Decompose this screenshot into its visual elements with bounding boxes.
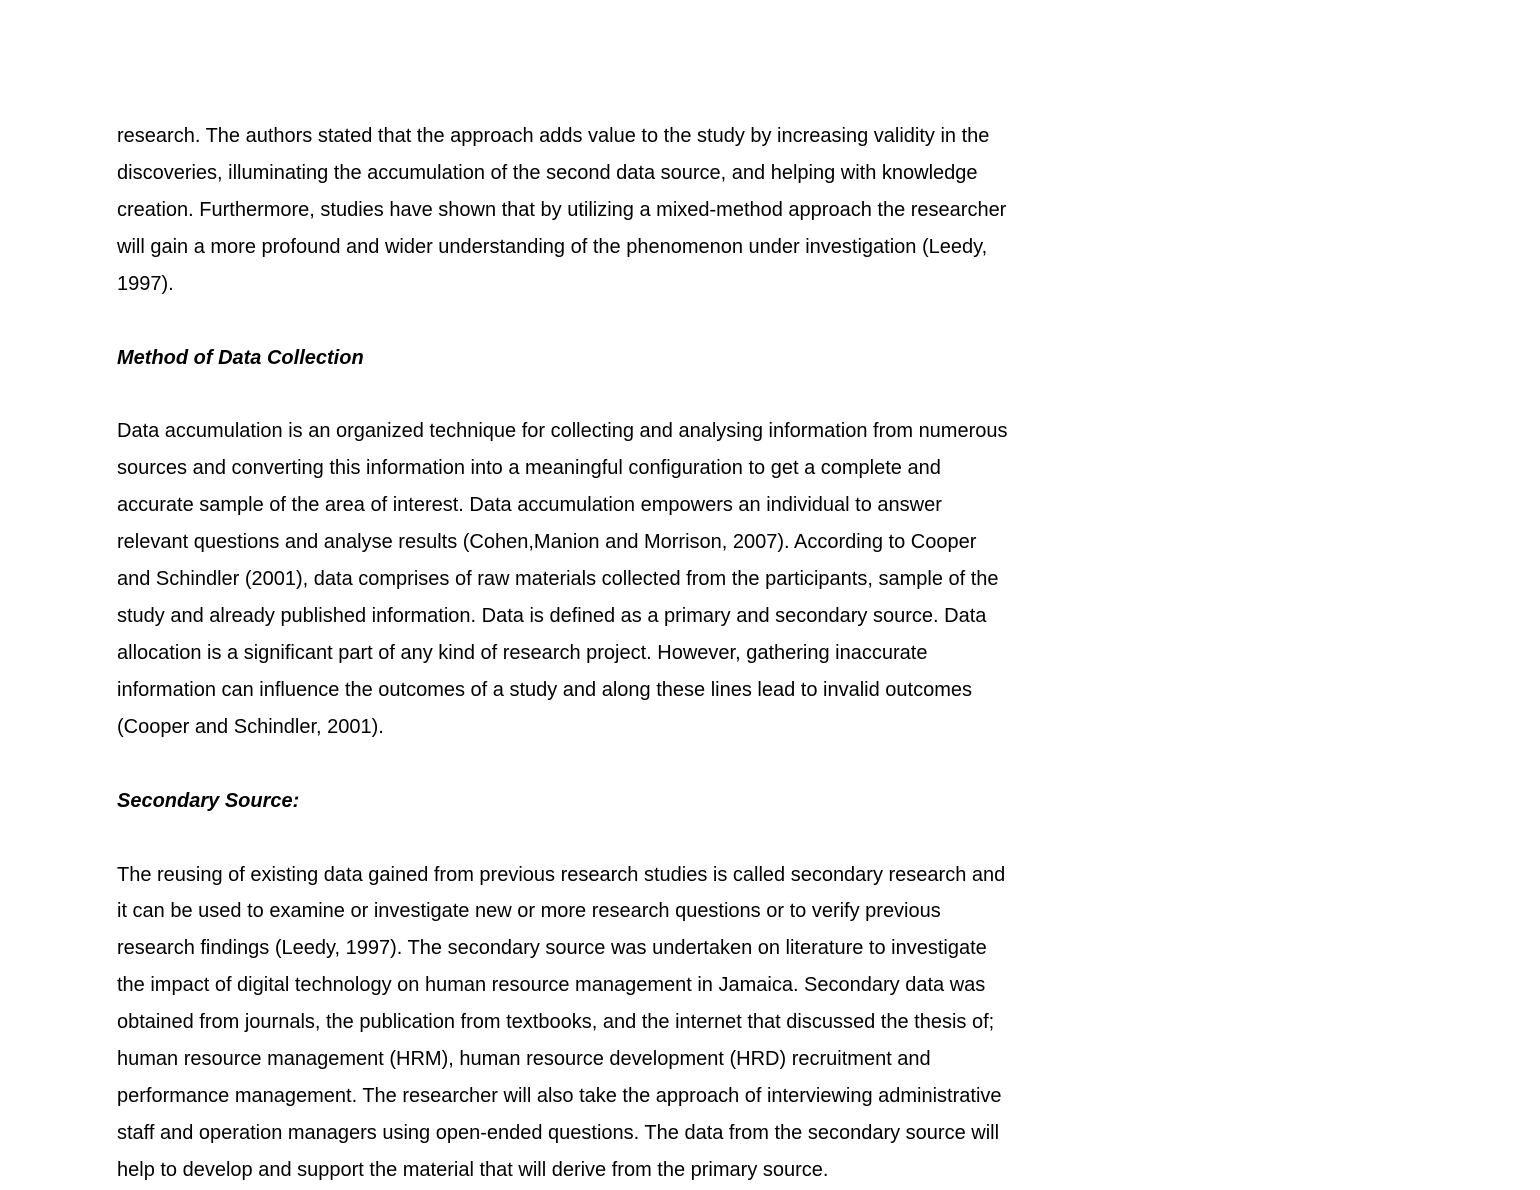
intro-paragraph <box>117 118 1082 303</box>
text-line: and Schindler (2001), data comprises of raw materials collected from the participants, sample of the <box>117 568 999 591</box>
method-paragraph <box>117 413 1082 745</box>
text-line: obtained from journals, the publication from textbooks, and the internet that discussed the thesis of; <box>117 1011 995 1034</box>
section-heading-method: Method of Data Collection <box>117 346 364 369</box>
text-line: (Cooper and Schindler, 2001). <box>117 715 384 738</box>
text-line: study and already published information. Data is defined as a primary and secondary source. Data <box>117 604 987 627</box>
text-line: staff and operation managers using open-ended questions. The data from the secondary source will <box>117 1121 1000 1144</box>
text-line: accurate sample of the area of interest. Data accumulation empowers an individual to answer <box>117 494 942 517</box>
text-line: relevant questions and analyse results (Cohen,Manion and Morrison, 2007). According to Cooper <box>117 531 977 554</box>
text-line: allocation is a significant part of any kind of research project. However, gathering inaccurate <box>117 641 928 664</box>
secondary-paragraph <box>117 857 1082 1189</box>
text-line: The reusing of existing data gained from previous research studies is called secondary research and <box>117 863 1006 886</box>
text-line: the impact of digital technology on human resource management in Jamaica. Secondary data was <box>117 974 986 997</box>
text-line: 1997). <box>117 272 174 295</box>
text-line: research findings (Leedy, 1997). The secondary source was undertaken on literature to investigate <box>117 937 987 960</box>
text-line: performance management. The researcher will also take the approach of interviewing administrative <box>117 1084 1002 1107</box>
text-line: will gain a more profound and wider understanding of the phenomenon under investigation (Leedy, <box>117 235 988 258</box>
section-heading-secondary: Secondary Source: <box>117 789 300 812</box>
text-line: discoveries, illuminating the accumulation of the second data source, and helping with knowledge <box>117 161 978 184</box>
document-page <box>117 118 1082 1189</box>
text-line: information can influence the outcomes of a study and along these lines lead to invalid outcomes <box>117 678 972 701</box>
text-line: Data accumulation is an organized technique for collecting and analysing information from numerous <box>117 420 1008 443</box>
text-line: research. The authors stated that the approach adds value to the study by increasing validity in the <box>117 125 990 147</box>
text-line: human resource management (HRM), human resource development (HRD) recruitment and <box>117 1048 931 1071</box>
text-line: sources and converting this information into a meaningful configuration to get a complete and <box>117 457 941 480</box>
text-line: it can be used to examine or investigate new or more research questions or to verify previous <box>117 900 941 923</box>
text-line: creation. Furthermore, studies have shown that by utilizing a mixed-method approach the researcher <box>117 198 1007 221</box>
text-line: help to develop and support the material that will derive from the primary source. <box>117 1158 829 1181</box>
